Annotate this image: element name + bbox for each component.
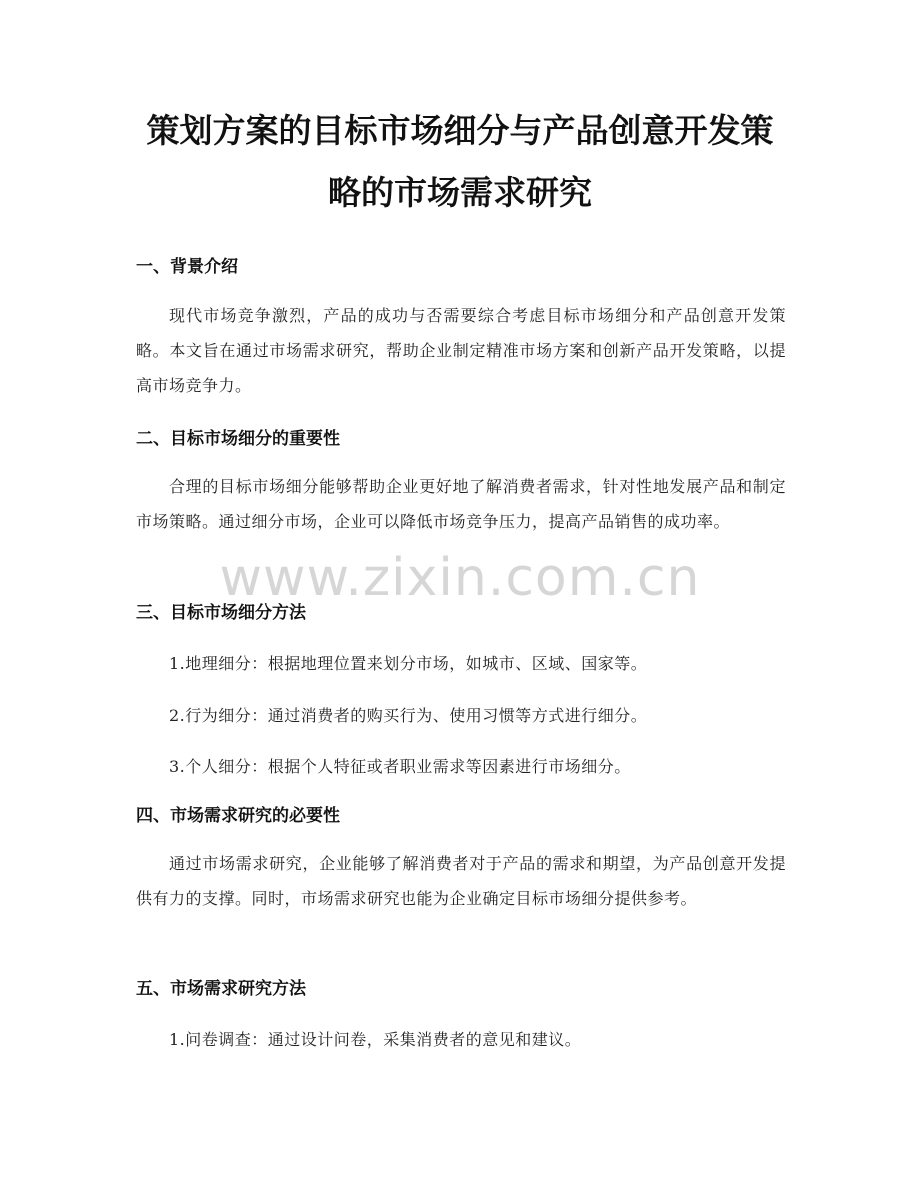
section-3-heading: 三、目标市场细分方法 [136, 603, 306, 623]
section-1-paragraph: 现代市场竞争激烈，产品的成功与否需要综合考虑目标市场细分和产品创意开发策略。本文旨在通过市场需求研究，帮助企业制定精准市场方案和创新产品开发策略，以提高市场竞争力。 [136, 306, 786, 395]
section-5-item-1: 1.问卷调查：通过设计问卷，采集消费者的意见和建议。 [169, 1030, 582, 1049]
section-4-paragraph: 通过市场需求研究，企业能够了解消费者对于产品的需求和期望，为产品创意开发提供有力的支撑。同时，市场需求研究也能为企业确定目标市场细分提供参考。 [136, 854, 786, 908]
section-1-heading: 一、背景介绍 [136, 257, 238, 277]
section-2-paragraph: 合理的目标市场细分能够帮助企业更好地了解消费者需求，针对性地发展产品和制定市场策略。通过细分市场，企业可以降低市场竞争压力，提高产品销售的成功率。 [136, 477, 786, 531]
section-5-heading: 五、市场需求研究方法 [136, 979, 306, 999]
section-3-item-1: 1.地理细分：根据地理位置来划分市场，如城市、区域、国家等。 [169, 654, 648, 673]
section-2-heading: 二、目标市场细分的重要性 [136, 429, 340, 449]
document-title-line-2: 略的市场需求研究 [328, 173, 592, 212]
section-4-heading: 四、市场需求研究的必要性 [136, 806, 340, 826]
document-title-line-1: 策划方案的目标市场细分与产品创意开发策 [146, 111, 774, 150]
section-3-item-2: 2.行为细分：通过消费者的购买行为、使用习惯等方式进行细分。 [169, 706, 648, 725]
watermark: www.zixin.com.cn [219, 548, 701, 608]
section-3-item-3: 3.个人细分：根据个人特征或者职业需求等因素进行市场细分。 [169, 757, 631, 776]
